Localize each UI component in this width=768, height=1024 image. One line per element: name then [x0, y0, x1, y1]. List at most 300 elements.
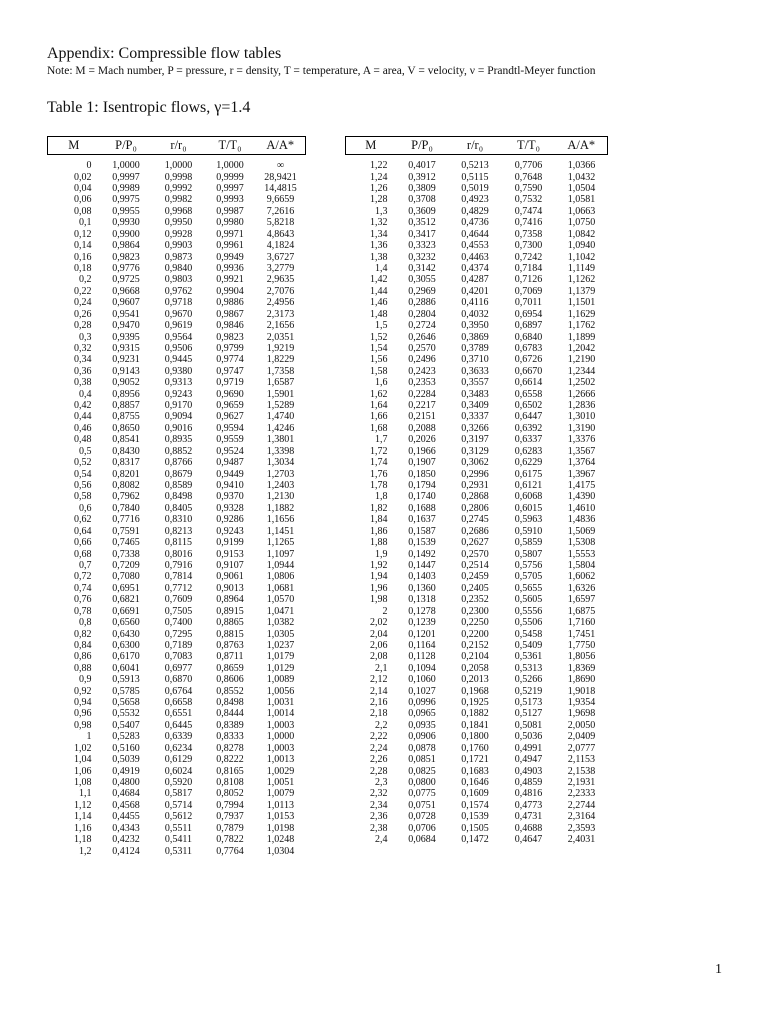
temperature-ratio-cell: 0,6726: [514, 354, 543, 366]
density-ratio-cell: 0,8310: [164, 514, 193, 526]
temperature-ratio-cell: 0,8815: [216, 628, 244, 640]
table-row: [48, 594, 306, 605]
pressure-ratio-cell: 0,1164: [408, 639, 436, 651]
density-ratio-cell: 0,1925: [461, 697, 489, 709]
table-row: [48, 560, 306, 571]
mach-cell: 0,74: [74, 582, 92, 594]
mach-cell: 1,3: [375, 205, 388, 217]
table-row: [48, 834, 306, 845]
mach-cell: 1,56: [370, 354, 388, 366]
area-ratio-cell: 1,5308: [567, 537, 596, 549]
temperature-ratio-cell: 0,5807: [514, 548, 543, 560]
pressure-ratio-cell: 0,9315: [112, 342, 140, 354]
column-header-area-ratio: A/A*: [256, 137, 306, 155]
temperature-ratio-cell: 0,9659: [216, 400, 244, 412]
area-ratio-cell: 2,3173: [266, 308, 295, 320]
table-row: [48, 697, 306, 708]
temperature-ratio-cell: 0,6783: [514, 342, 543, 354]
mach-cell: 0,12: [74, 228, 92, 240]
area-ratio-cell: 1,0014: [266, 708, 295, 720]
temperature-ratio-cell: 0,4991: [514, 742, 543, 754]
area-ratio-cell: 2,0777: [567, 742, 596, 754]
area-ratio-cell: 2,1538: [567, 765, 596, 777]
table-row: [48, 286, 306, 297]
density-ratio-cell: 0,9762: [164, 285, 193, 297]
area-ratio-cell: 1,1656: [266, 514, 295, 526]
density-ratio-cell: 0,5213: [461, 160, 489, 172]
pressure-ratio-cell: 0,1239: [408, 617, 436, 629]
table-row: [346, 788, 608, 799]
temperature-ratio-cell: 0,9904: [216, 285, 244, 297]
mach-cell: 1,62: [370, 388, 388, 400]
pressure-ratio-cell: 0,6300: [112, 639, 140, 651]
mach-cell: 1,78: [370, 480, 388, 492]
density-ratio-cell: 0,5612: [164, 811, 193, 823]
density-ratio-cell: 0,2514: [461, 559, 489, 571]
density-ratio-cell: 0,9903: [164, 240, 193, 252]
density-ratio-cell: 0,3337: [461, 411, 489, 423]
pressure-ratio-cell: 0,3142: [408, 263, 436, 274]
temperature-ratio-cell: 0,5910: [514, 525, 543, 537]
column-header-area-ratio: A/A*: [556, 137, 608, 155]
mach-cell: 2,2: [375, 719, 388, 731]
temperature-ratio-cell: 0,9107: [216, 559, 244, 571]
density-ratio-cell: 0,1574: [461, 799, 489, 811]
table-row: [48, 411, 306, 422]
mach-cell: 1,82: [370, 502, 388, 514]
pressure-ratio-cell: 0,9997: [112, 171, 140, 183]
mach-cell: 1,5: [375, 320, 388, 332]
density-ratio-cell: 0,2459: [461, 571, 489, 583]
mach-cell: 1,1: [79, 788, 92, 800]
temperature-ratio-cell: 0,4947: [514, 754, 543, 766]
temperature-ratio-cell: 0,5556: [514, 605, 543, 617]
table-row: [346, 571, 608, 582]
area-ratio-cell: 1,0237: [266, 639, 295, 651]
temperature-ratio-cell: 0,5963: [514, 514, 543, 526]
density-ratio-cell: 0,4736: [461, 217, 489, 229]
pressure-ratio-cell: 0,0706: [408, 822, 436, 834]
table-row: [346, 251, 608, 262]
pressure-ratio-cell: 0,2026: [408, 434, 436, 446]
area-ratio-cell: 1,0089: [266, 674, 295, 686]
table-row: [346, 354, 608, 365]
table-row: [48, 457, 306, 468]
temperature-ratio-cell: 0,6447: [514, 411, 543, 423]
pressure-ratio-cell: 0,1492: [408, 548, 436, 560]
pressure-ratio-cell: 0,5658: [112, 697, 140, 709]
density-ratio-cell: 0,4923: [461, 194, 489, 206]
mach-cell: 2,22: [370, 731, 388, 743]
density-ratio-cell: 0,6870: [164, 674, 193, 686]
density-ratio-cell: 0,6234: [164, 742, 193, 754]
density-ratio-cell: 0,1539: [461, 811, 489, 823]
density-ratio-cell: 0,4201: [461, 285, 489, 297]
table-row: [346, 468, 608, 479]
temperature-ratio-cell: 0,9823: [216, 331, 244, 343]
pressure-ratio-cell: 0,3055: [408, 274, 436, 286]
temperature-ratio-cell: 0,7648: [514, 171, 543, 183]
column-header-mach: M: [346, 137, 396, 155]
temperature-ratio-cell: 0,9370: [216, 491, 244, 503]
temperature-ratio-cell: 0,5859: [514, 537, 543, 549]
table-row: [346, 708, 608, 719]
area-ratio-cell: 1,2703: [266, 468, 295, 480]
mach-cell: 0,86: [74, 651, 92, 663]
table-row: [48, 240, 306, 251]
temperature-ratio-cell: 0,6670: [514, 365, 543, 377]
area-ratio-cell: 1,4836: [567, 514, 596, 526]
area-ratio-cell: 1,7451: [567, 628, 596, 640]
table-row: [48, 480, 306, 491]
pressure-ratio-cell: 1,0000: [112, 160, 140, 172]
table-row: [346, 811, 608, 822]
temperature-ratio-cell: 0,4647: [514, 834, 543, 846]
density-ratio-cell: 0,9840: [164, 263, 193, 274]
area-ratio-cell: 1,0013: [266, 754, 295, 766]
table-body: [346, 155, 608, 846]
area-ratio-cell: 1,0003: [266, 719, 295, 731]
density-ratio-cell: 0,8766: [164, 457, 193, 469]
table-row: [48, 251, 306, 262]
pressure-ratio-cell: 0,6691: [112, 605, 140, 617]
area-ratio-cell: 2,1931: [567, 776, 596, 788]
pressure-ratio-cell: 0,0775: [408, 788, 436, 800]
table-row: [346, 308, 608, 319]
table-row: [346, 411, 608, 422]
temperature-ratio-cell: 0,8333: [216, 731, 244, 743]
mach-cell: 0,92: [74, 685, 92, 697]
mach-cell: 1,46: [370, 297, 388, 309]
area-ratio-cell: 1,0029: [266, 765, 295, 777]
area-ratio-cell: 1,2836: [567, 400, 596, 412]
pressure-ratio-cell: 0,2496: [408, 354, 436, 366]
temperature-ratio-cell: 0,9061: [216, 571, 244, 583]
temperature-ratio-cell: 0,7011: [514, 297, 543, 309]
area-ratio-cell: 1,7750: [567, 639, 596, 651]
density-ratio-cell: 0,9380: [164, 365, 193, 377]
density-ratio-cell: 0,2200: [461, 628, 489, 640]
temperature-ratio-cell: 0,9449: [216, 468, 244, 480]
table-row: [346, 720, 608, 731]
temperature-ratio-cell: 0,5127: [514, 708, 543, 720]
pressure-ratio-cell: 0,0751: [408, 799, 436, 811]
table-row: [346, 777, 608, 788]
temperature-ratio-cell: 0,5173: [514, 697, 543, 709]
table-row: [346, 491, 608, 502]
mach-cell: 1,38: [370, 251, 388, 263]
area-ratio-cell: 2,0351: [266, 331, 295, 343]
table-header: [346, 137, 608, 155]
mach-cell: 2,34: [370, 799, 388, 811]
pressure-ratio-cell: 0,1587: [408, 525, 436, 537]
density-ratio-cell: 0,1760: [461, 742, 489, 754]
table-row: [48, 640, 306, 651]
mach-cell: 0,52: [74, 457, 92, 469]
temperature-ratio-cell: 0,6337: [514, 434, 543, 446]
table-row: [346, 663, 608, 674]
temperature-ratio-cell: 0,4816: [514, 788, 543, 800]
mach-cell: 0,56: [74, 480, 92, 492]
table-row: [346, 217, 608, 228]
temperature-ratio-cell: 0,6068: [514, 491, 543, 503]
temperature-ratio-cell: 0,8915: [216, 605, 244, 617]
area-ratio-cell: 1,0113: [266, 799, 295, 811]
temperature-ratio-cell: 0,8278: [216, 742, 244, 754]
table-row: [346, 628, 608, 639]
area-ratio-cell: 1,3967: [567, 468, 596, 480]
table-row: [48, 674, 306, 685]
area-ratio-cell: 1,3034: [266, 457, 295, 469]
area-ratio-cell: 28,9421: [264, 171, 297, 183]
area-ratio-cell: 1,1042: [567, 251, 596, 263]
table-row: [346, 651, 608, 662]
table-row: [48, 155, 306, 172]
mach-cell: 0,88: [74, 662, 92, 674]
density-ratio-cell: 0,3062: [461, 457, 489, 469]
density-ratio-cell: 0,8935: [164, 434, 193, 446]
area-ratio-cell: 1,0806: [266, 571, 295, 583]
density-ratio-cell: 0,1683: [461, 765, 489, 777]
mach-cell: 0,28: [74, 320, 92, 332]
table-row: [346, 274, 608, 285]
temperature-ratio-cell: 0,5313: [514, 662, 543, 674]
density-ratio-cell: 0,7400: [164, 617, 193, 629]
table-row: [48, 605, 306, 616]
area-ratio-cell: 1,6326: [567, 582, 596, 594]
area-ratio-cell: 1,0051: [266, 776, 295, 788]
density-ratio-cell: 0,5920: [164, 776, 193, 788]
density-ratio-cell: 0,1646: [461, 776, 489, 788]
pressure-ratio-cell: 0,8082: [112, 480, 140, 492]
density-ratio-cell: 0,1472: [461, 834, 489, 846]
mach-cell: 1,14: [74, 811, 92, 823]
table-row: [346, 480, 608, 491]
area-ratio-cell: 1,7160: [567, 617, 596, 629]
mach-cell: 0,54: [74, 468, 92, 480]
table-row: [48, 583, 306, 594]
pressure-ratio-cell: 0,9900: [112, 228, 140, 240]
table-row: [48, 434, 306, 445]
density-ratio-cell: 0,4032: [461, 308, 489, 320]
mach-cell: 0,72: [74, 571, 92, 583]
density-ratio-cell: 0,7505: [164, 605, 193, 617]
mach-cell: 1,94: [370, 571, 388, 583]
temperature-ratio-cell: 0,9921: [216, 274, 244, 286]
mach-cell: 2,3: [375, 776, 388, 788]
table-row: [346, 685, 608, 696]
pressure-ratio-cell: 0,4124: [112, 845, 140, 857]
temperature-ratio-cell: 0,8165: [216, 765, 244, 777]
temperature-ratio-cell: 0,8552: [216, 685, 244, 697]
mach-cell: 0,1: [79, 217, 92, 229]
density-ratio-cell: 0,8016: [164, 548, 193, 560]
pressure-ratio-cell: 0,1318: [408, 594, 436, 606]
pressure-ratio-cell: 0,1966: [408, 445, 436, 457]
table-row: [48, 788, 306, 799]
mach-cell: 2,06: [370, 639, 388, 651]
pressure-ratio-cell: 0,6560: [112, 617, 140, 629]
pressure-ratio-cell: 0,9231: [112, 354, 140, 366]
area-ratio-cell: 2,0050: [567, 719, 596, 731]
density-ratio-cell: 0,7916: [164, 559, 193, 571]
density-ratio-cell: 0,9950: [164, 217, 193, 229]
mach-cell: 0,22: [74, 285, 92, 297]
table-row: [48, 720, 306, 731]
area-ratio-cell: 1,9018: [567, 685, 596, 697]
density-ratio-cell: 0,3633: [461, 365, 489, 377]
area-ratio-cell: 1,3764: [567, 457, 596, 469]
mach-cell: 1,54: [370, 342, 388, 354]
area-ratio-cell: 1,3190: [567, 422, 596, 434]
mach-cell: 0,14: [74, 240, 92, 252]
temperature-ratio-cell: 0,6954: [514, 308, 543, 320]
pressure-ratio-cell: 0,1740: [408, 491, 436, 503]
density-ratio-cell: 0,9243: [164, 388, 193, 400]
mach-cell: 0,38: [74, 377, 92, 389]
pressure-ratio-cell: 0,5785: [112, 685, 140, 697]
temperature-ratio-cell: 0,9774: [216, 354, 244, 366]
area-ratio-cell: 5,8218: [266, 217, 295, 229]
mach-cell: 1,44: [370, 285, 388, 297]
mach-cell: 1,32: [370, 217, 388, 229]
area-ratio-cell: 1,9698: [567, 708, 596, 720]
table-row: [48, 651, 306, 662]
table-row: [48, 743, 306, 754]
pressure-ratio-cell: 0,8430: [112, 445, 140, 457]
mach-cell: 0,82: [74, 628, 92, 640]
mach-cell: 0,3: [79, 331, 92, 343]
mach-cell: 0,58: [74, 491, 92, 503]
temperature-ratio-cell: 0,5506: [514, 617, 543, 629]
temperature-ratio-cell: 0,9328: [216, 502, 244, 514]
temperature-ratio-cell: 0,8763: [216, 639, 244, 651]
pressure-ratio-cell: 0,0825: [408, 765, 436, 777]
table-row: [48, 263, 306, 274]
temperature-ratio-cell: 0,7822: [216, 834, 244, 846]
area-ratio-cell: 1,8690: [567, 674, 596, 686]
area-ratio-cell: 2,2744: [567, 799, 596, 811]
mach-cell: 2,24: [370, 742, 388, 754]
area-ratio-cell: 2,9635: [266, 274, 295, 286]
area-ratio-cell: 1,0842: [567, 228, 596, 240]
mach-cell: 2: [382, 605, 388, 617]
temperature-ratio-cell: 0,9799: [216, 342, 244, 354]
pressure-ratio-cell: 0,9864: [112, 240, 140, 252]
density-ratio-cell: 0,6551: [164, 708, 193, 720]
density-ratio-cell: 0,6977: [164, 662, 193, 674]
table-row: [346, 206, 608, 217]
density-ratio-cell: 0,9968: [164, 205, 193, 217]
mach-cell: 0,4: [79, 388, 92, 400]
mach-cell: 1,16: [74, 822, 92, 834]
density-ratio-cell: 0,6339: [164, 731, 193, 743]
mach-cell: 0,5: [79, 445, 92, 457]
pressure-ratio-cell: 0,4800: [112, 776, 140, 788]
pressure-ratio-cell: 0,9975: [112, 194, 140, 206]
pressure-ratio-cell: 0,3609: [408, 205, 436, 217]
pressure-ratio-cell: 0,3232: [408, 251, 436, 263]
pressure-ratio-cell: 0,6170: [112, 651, 140, 663]
density-ratio-cell: 0,2250: [461, 617, 489, 629]
density-ratio-cell: 0,9506: [164, 342, 193, 354]
table-row: [346, 388, 608, 399]
area-ratio-cell: 1,0056: [266, 685, 295, 697]
mach-cell: 0,7: [79, 559, 92, 571]
mach-cell: 1,22: [370, 160, 388, 172]
area-ratio-cell: 2,1153: [567, 754, 596, 766]
area-ratio-cell: 9,6659: [266, 194, 295, 206]
pressure-ratio-cell: 0,5039: [112, 754, 140, 766]
mach-cell: 0,16: [74, 251, 92, 263]
area-ratio-cell: 1,0079: [266, 788, 295, 800]
table-row: [346, 697, 608, 708]
temperature-ratio-cell: 0,5266: [514, 674, 543, 686]
area-ratio-cell: 1,8229: [266, 354, 295, 366]
area-ratio-cell: 1,0432: [567, 171, 596, 183]
area-ratio-cell: 1,4175: [567, 480, 596, 492]
pressure-ratio-cell: 0,8857: [112, 400, 140, 412]
area-ratio-cell: 4,1824: [266, 240, 295, 252]
temperature-ratio-cell: 0,7590: [514, 183, 543, 195]
mach-cell: 1,24: [370, 171, 388, 183]
pressure-ratio-cell: 0,6951: [112, 582, 140, 594]
temperature-ratio-cell: 0,5361: [514, 651, 543, 663]
temperature-ratio-cell: 0,7937: [216, 811, 244, 823]
temperature-ratio-cell: 0,9993: [216, 194, 244, 206]
density-ratio-cell: 0,2996: [461, 468, 489, 480]
density-ratio-cell: 0,4463: [461, 251, 489, 263]
mach-cell: 2,16: [370, 697, 388, 709]
temperature-ratio-cell: 0,6175: [514, 468, 543, 480]
mach-cell: 0,44: [74, 411, 92, 423]
temperature-ratio-cell: 0,7242: [514, 251, 543, 263]
density-ratio-cell: 0,8115: [164, 537, 193, 549]
density-ratio-cell: 0,1800: [461, 731, 489, 743]
mach-cell: 0,08: [74, 205, 92, 217]
density-ratio-cell: 0,3266: [461, 422, 489, 434]
mach-cell: 0,8: [79, 617, 92, 629]
pressure-ratio-cell: 0,4017: [408, 160, 436, 172]
density-ratio-cell: 0,3197: [461, 434, 489, 446]
temperature-ratio-cell: 0,8444: [216, 708, 244, 720]
mach-cell: 2,32: [370, 788, 388, 800]
pressure-ratio-cell: 0,2284: [408, 388, 436, 400]
pressure-ratio-cell: 0,0996: [408, 697, 436, 709]
area-ratio-cell: 2,7076: [266, 285, 295, 297]
table-row: [48, 194, 306, 205]
temperature-ratio-cell: 0,6840: [514, 331, 543, 343]
pressure-ratio-cell: 0,5160: [112, 742, 140, 754]
temperature-ratio-cell: 0,8865: [216, 617, 244, 629]
pressure-ratio-cell: 0,2570: [408, 342, 436, 354]
area-ratio-cell: 1,0179: [266, 651, 295, 663]
table-row: [48, 777, 306, 788]
mach-cell: 0,34: [74, 354, 92, 366]
column-header-temperature-ratio: T/T₀: [205, 137, 256, 155]
table-row: [346, 171, 608, 182]
area-ratio-cell: 1,1882: [266, 502, 295, 514]
temperature-ratio-cell: 0,7126: [514, 274, 543, 286]
area-ratio-cell: 1,8056: [567, 651, 596, 663]
temperature-ratio-cell: 0,7879: [216, 822, 244, 834]
mach-cell: 0,32: [74, 342, 92, 354]
temperature-ratio-cell: 0,9594: [216, 422, 244, 434]
area-ratio-cell: 2,1656: [266, 320, 295, 332]
area-ratio-cell: 2,3593: [567, 822, 596, 834]
area-ratio-cell: 1,2190: [567, 354, 596, 366]
temperature-ratio-cell: 0,6558: [514, 388, 543, 400]
